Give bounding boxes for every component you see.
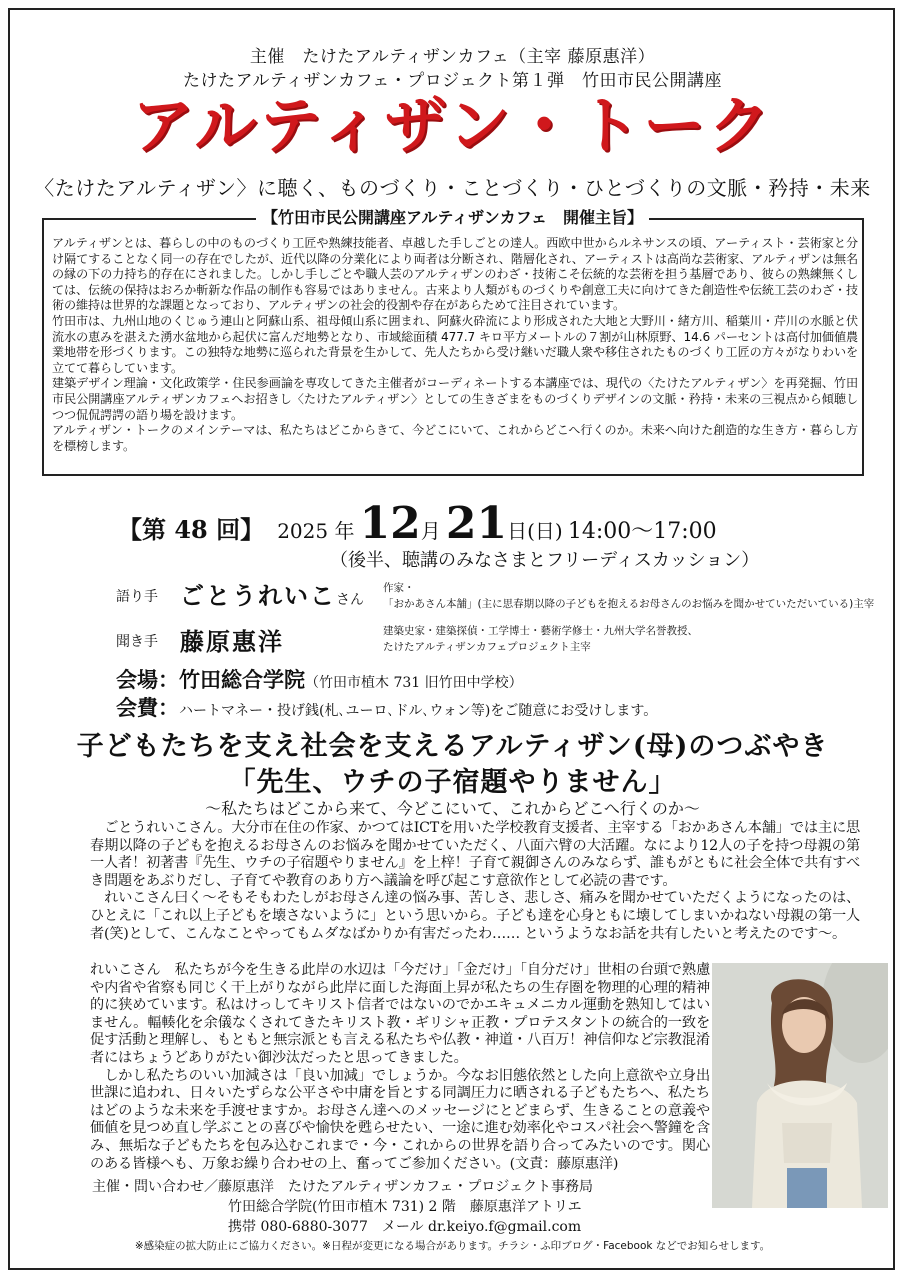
host-line: 主催 たけたアルティザンカフェ（主宰 藤原惠洋） bbox=[249, 47, 656, 67]
listener-role: 聞き手 bbox=[116, 634, 158, 650]
main-title: アルティザン・トーク bbox=[131, 89, 774, 162]
session-time: 14:00〜17:00 bbox=[567, 519, 717, 544]
speaker-name-text: ごとうれいこ bbox=[180, 581, 336, 610]
headline-1: 子どもたちを支え社会を支えるアルティザン(母)のつぶやき bbox=[76, 731, 829, 762]
venue bbox=[116, 664, 523, 694]
speaker-photo-illustration bbox=[712, 963, 888, 1208]
speaker-name bbox=[180, 576, 364, 611]
session-month: 12 bbox=[359, 498, 421, 549]
speaker-desc-1: 作家・ bbox=[383, 582, 415, 594]
purpose-paragraph: 竹田市は、九州山地のくじゅう連山と阿蘇山系、祖母傾山系に囲まれ、阿蘇火砕流により形成された大地と大野川・緒方川、稲葉川・芹川の水脈と伏流水の恵みを湛えた湧水盆地から起伏に富んだ地勢となり、市域総面積 477.7 キロ平方メートルの７割が山林原野、14.6 パーセントは高付加価値農業地帯を形づくります。この独特な地勢に巡られた背景を生かして、先人たちから受け継いだ職人衆や移住されたものづくり工匠の方々がなりわいを立てて暮らしています。 bbox=[52, 313, 858, 375]
subtitle: 〈たけたアルティザン〉に聴く、ものづくり・ことづくり・ひとづくりの文脈・矜持・未来 bbox=[34, 176, 871, 200]
footnote: ※感染症の拡大防止にご協力ください。※日程が変更になる場合があります。チラシ・ふ印ブログ・Facebook などでお知らせします。 bbox=[134, 1240, 771, 1252]
body-text-narrow bbox=[90, 962, 710, 1173]
contact-line-1: 主催・問い合わせ／藤原惠洋 たけたアルティザンカフェ・プロジェクト事務局 bbox=[92, 1179, 594, 1195]
session-month-unit: 月 bbox=[420, 519, 441, 543]
tagline: 〜私たちはどこから来て、今どこにいて、これからどこへ行くのか〜 bbox=[205, 799, 700, 818]
venue-label: 会場：竹田総合学院 bbox=[116, 667, 305, 692]
purpose-paragraph: アルティザンとは、暮らしの中のものづくり工匠や熟練技能者、卓越した手しごとの達人。西欧中世からルネサンスの頃、アーティスト・芸術家と分け隔てすることなく同一の存在でしたが、近代以降の分業化により両者は分断され、階層化され、アーティストは高尚な芸術家、アルティザンは無名の縁の下の力持ち的存在にされました。しかし手しごとや職人芸のアルティザンのわざ・技術こそ伝統的な芸術を担う基層であり、彼らの熟練無くしては、伝統の保持はおろか斬新な作品の制作も容易ではありません。古来より人類がものづくりや創意工夫に向けてきた創造性や伝統工芸のわざ・技術の維持は世界的な課題となっており、アルティザンの社会的役割や存在があらためて注目されています。 bbox=[52, 236, 858, 313]
session-day: 21 bbox=[445, 498, 508, 549]
contact-line-3: 携帯 080-6880-3077 メール dr.keiyo.f@gmail.com bbox=[228, 1219, 582, 1235]
speaker-honorific: さん bbox=[336, 592, 364, 608]
project-line: たけたアルティザンカフェ・プロジェクト第１弾 竹田市民公開講座 bbox=[183, 71, 722, 91]
purpose-heading-text: 【竹田市民公開講座アルティザンカフェ 開催主旨】 bbox=[256, 208, 649, 227]
speaker-photo bbox=[712, 963, 888, 1208]
purpose-paragraph: 建築デザイン理論・文化政策学・住民参画論を専攻してきた主催者がコーディネートする本講座では、現代の〈たけたアルティザン〉を再発掘、竹田市民公開講座アルティザンカフェへお招きし〈たけたアルティザン〉としての生きざまをものづくりデザインの文脈・矜持・未来の三視点から傾聴しつつ侃侃諤諤の語り場を設けます。 bbox=[52, 376, 858, 422]
session-date bbox=[118, 498, 818, 549]
speaker-role: 語り手 bbox=[116, 589, 158, 605]
body-paragraph: ごとうれいこさん。大分市在住の作家、かつてはICTを用いた学校教育支援者、主宰する「おかあさん本舗」では主に思春期以降の子どもを抱えるお母さんのお悩みを聞かせていただく、八面六臂の大活躍。なにより12人の子を持つ母親の第一人者！初著書『先生、ウチの子宿題やりません』を上梓！子育て親御さんのみならず、誰もがともに社会全体で共有すべき問題をあぶりだし、子育てや教育のあり方へ議論を呼び起こす意欲作として必読の書です。 bbox=[90, 820, 860, 889]
venue-detail: （竹田市植木 731 旧竹田中学校） bbox=[305, 675, 523, 691]
session-day-unit: 日(日) bbox=[507, 519, 563, 543]
body-paragraph: れいこさん曰く〜そもそもわたしがお母さん達の悩み事、苦しさ、悲しさ、痛みを聞かせていただくようになったのは、ひとえに「これ以上子どもを壊さないように」という思いから。子ども達を心身ともに壊してしまいかねない母親の第一人者(笑)として、こんなことやってもムダなばかりか有害だったわ…… というようなお話を共有したいと考えたのです〜。 bbox=[90, 890, 860, 942]
fee-detail: ハートマネー・投げ銭(札､ユーロ､ドル､ウォン等)をご随意にお受けします。 bbox=[179, 703, 658, 719]
headline-2: 「先生、ウチの子宿題やりません」 bbox=[228, 767, 677, 798]
listener-desc-1: 建築史家・建築探偵・工学博士・藝術学修士・九州大学名誉教授、 bbox=[383, 625, 698, 637]
speaker-desc-2: 「おかあさん本舗」(主に思春期以降の子どもを抱えるお母さんのお悩みを聞かせていただいている)主宰 bbox=[383, 598, 875, 610]
session-latter-half: （後半、聴講のみなさまとフリーディスカッション） bbox=[330, 550, 760, 571]
body-paragraph: れいこさん 私たちが今を生きる此岸の水辺は「今だけ」「金だけ」「自分だけ」世相の台頭で熟慮や内省や省察も同じく干上がりながら此岸に面した海面上昇が私たちの生存圏を物理的心理的精神的に狭めています。私はけっしてキリスト信者ではないのでかエキュメニカル運動を熟知してはいません。輻輳化を余儀なくされてきたキリスト教・ギリシャ正教・プロテスタントの統合的一致を促す活動と理解し、もともと無宗派とも言える私たちや仏教・神道・八百万！神信仰など宗教混淆者にはちょうどありがたい御沙汰だったと思ってきました。 bbox=[90, 962, 710, 1066]
listener-desc-2: たけたアルティザンカフェプロジェクト主宰 bbox=[383, 641, 591, 653]
session-number: 【第 48 回】 bbox=[118, 515, 265, 544]
purpose-paragraph: アルティザン・トークのメインテーマは、私たちはどこからきて、今どこにいて、これからどこへ行くのか。未来へ向けた創造的な生き方・暮らし方を標榜します。 bbox=[52, 423, 858, 453]
purpose-heading bbox=[0, 205, 905, 228]
body-paragraph: しかし私たちのいい加減さは「良い加減」でしょうか。今なお旧態依然とした向上意欲や立身出世課に追われ、日々いたずらな公平さや中庸を旨とする同調圧力に晒される子どもたちへ、私たちはどのような未来を手渡せますか。お母さん達へのメッセージにとどまらず、生きることの意義や価値を見つめ直し学ぶことの喜びや愉快を甦らせたい、一途に進む効率化やコスパ社会へ警鐘を含み、無垢な子どもたちを包み込むこれまで・今・これからの世界を語り合ってみたいのです。関心のある皆様へも、万象お繰り合わせの上、奮ってご参加ください。(文責：藤原惠洋) bbox=[90, 1067, 710, 1172]
session-year: 2025 年 bbox=[277, 519, 355, 543]
listener-name: 藤原惠洋 bbox=[180, 627, 284, 656]
fee bbox=[116, 692, 657, 722]
contact-line-2: 竹田総合学院(竹田市植木 731) 2 階 藤原惠洋アトリエ bbox=[228, 1199, 582, 1215]
fee-label: 会費： bbox=[116, 695, 179, 720]
purpose-text bbox=[52, 236, 858, 454]
body-text bbox=[90, 820, 860, 943]
